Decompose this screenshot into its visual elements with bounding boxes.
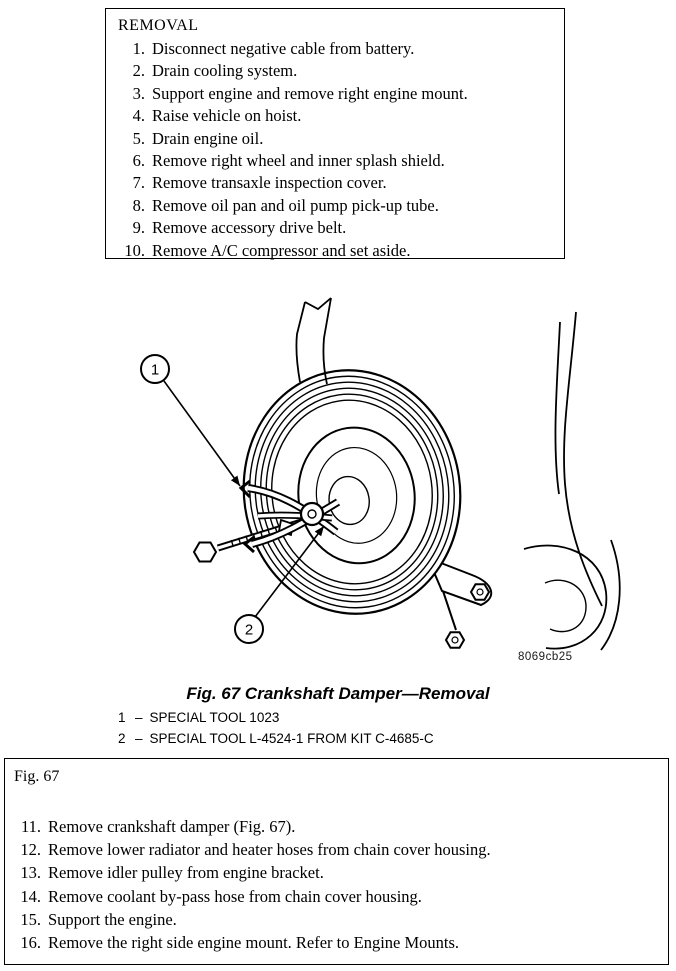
removal-step: [14, 838, 658, 861]
step-number: 12.: [20, 840, 41, 860]
engine-background-lines: [524, 312, 620, 650]
belt-strap: [296, 298, 331, 384]
step-number: 11.: [20, 817, 41, 836]
removal-step: [118, 105, 554, 127]
removal-procedure-box: [105, 8, 565, 259]
figure-caption: Fig. 67 Crankshaft Damper—Removal: [186, 684, 490, 703]
image-code: 8069cb25: [518, 651, 573, 663]
removal-title: REMOVAL: [118, 17, 199, 34]
step-text: Remove transaxle inspection cover.: [152, 173, 387, 193]
legend-item: [118, 729, 434, 750]
puller-pivot: [301, 503, 323, 525]
step-text: Remove A/C compressor and set aside.: [152, 240, 411, 260]
step-number: 13.: [20, 863, 41, 883]
removal-step: [118, 83, 554, 105]
step-number: 1.: [132, 39, 145, 58]
legend-dash: –: [135, 710, 143, 725]
legend-text: SPECIAL TOOL 1023: [149, 710, 280, 725]
legend-dash: –: [135, 730, 143, 746]
removal-steps: [118, 38, 554, 262]
step-text: Raise vehicle on hoist.: [152, 106, 302, 126]
removal-step: [118, 172, 554, 194]
step-number: 6.: [132, 151, 145, 171]
step-text: Remove coolant by-pass hose from chain cover housing.: [48, 886, 422, 906]
step-text: Remove oil pan and oil pump pick-up tube.: [152, 195, 439, 215]
step-number: 15.: [20, 909, 41, 929]
step-text: Support the engine.: [48, 909, 177, 929]
removal-step: [118, 128, 554, 150]
removal-step: [14, 885, 658, 908]
step-number: 9.: [132, 218, 145, 238]
removal-step: [14, 908, 658, 931]
step-number: 3.: [132, 83, 145, 103]
callout-1: [141, 355, 240, 486]
step-number: 10.: [124, 240, 145, 260]
callout-1-number: 1: [150, 361, 160, 379]
step-number: 8.: [132, 195, 145, 215]
step-number: 16.: [20, 933, 41, 953]
removal-step: [118, 195, 554, 217]
step-number: 7.: [132, 173, 145, 193]
removal-step: [118, 38, 554, 60]
removal-step: [118, 60, 554, 82]
step-text: Drain cooling system.: [152, 61, 298, 81]
step-text: Support engine and remove right engine mount.: [152, 83, 468, 103]
step-text: Drain engine oil.: [152, 128, 264, 148]
legend-item: [118, 708, 434, 729]
step-number: 2.: [132, 61, 145, 81]
step-text: Remove idler pulley from engine bracket.: [48, 863, 324, 883]
removal-step: [118, 240, 554, 262]
removal-step: [14, 861, 658, 884]
continuation-procedure-box: [4, 758, 669, 965]
continuation-title: Fig. 67: [14, 768, 60, 785]
removal-step: [14, 815, 658, 838]
legend-text: SPECIAL TOOL L-4524-1 FROM KIT C-4685-C: [149, 730, 434, 746]
crankshaft-damper-figure: [0, 292, 676, 682]
step-number: 4.: [132, 106, 145, 126]
figure-legend: [118, 708, 434, 749]
step-number: 5.: [132, 128, 145, 148]
step-number: 14.: [20, 886, 41, 906]
step-text: Remove accessory drive belt.: [152, 218, 347, 238]
legend-number: 2: [118, 730, 126, 746]
removal-step: [14, 931, 658, 954]
removal-step: [118, 217, 554, 239]
crankshaft-damper-illustration: [0, 292, 676, 682]
step-text: Disconnect negative cable from battery.: [152, 39, 415, 58]
step-text: Remove lower radiator and heater hoses from chain cover housing.: [48, 840, 491, 860]
step-text: Remove crankshaft damper (Fig. 67).: [48, 817, 296, 836]
step-text: Remove right wheel and inner splash shield.: [152, 151, 445, 171]
removal-step: [118, 150, 554, 172]
step-text: Remove the right side engine mount. Refer to Engine Mounts.: [48, 933, 460, 953]
callout-2-number: 2: [244, 621, 254, 639]
rod-hex-head: [194, 543, 216, 562]
legend-number: 1: [118, 710, 126, 725]
continuation-steps: [14, 815, 658, 954]
